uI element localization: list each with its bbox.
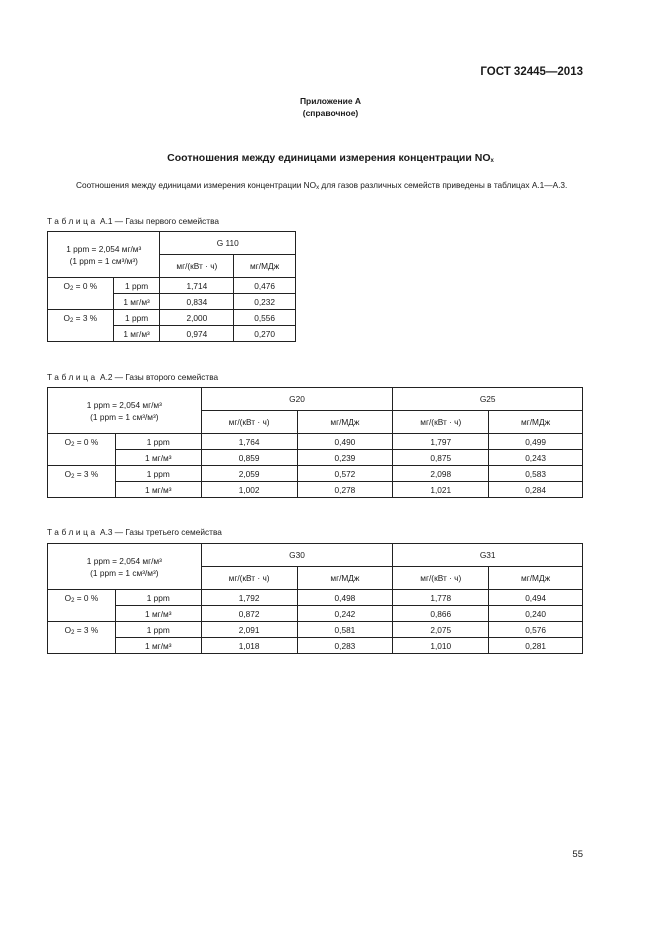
value-cell: 2,075 (393, 622, 489, 638)
value-cell: 0,243 (489, 450, 583, 466)
table-row (48, 482, 583, 498)
table2-caption-text: А.2 — Газы второго семейства (100, 372, 219, 382)
value-cell: 0,872 (201, 606, 297, 622)
value-cell: 0,875 (393, 450, 489, 466)
table2 (47, 387, 583, 498)
oxygen-subscript: 2 (70, 286, 74, 292)
page-number: 55 (572, 849, 583, 860)
unit-header: мг/(кВт · ч) (201, 411, 297, 434)
row-unit-cell: 1 ppm (115, 622, 201, 638)
value-cell: 0,556 (234, 310, 296, 326)
appendix-heading: Приложение А (299, 96, 362, 106)
oxygen-symbol: О (64, 593, 72, 603)
value-cell: 1,021 (393, 482, 489, 498)
section-title-subscript: x (490, 158, 494, 164)
value-cell: 0,576 (489, 622, 583, 638)
conversion-ratio-volume: (1 ppm = 1 см³/м³) (90, 411, 159, 422)
gas-group-header: G25 (393, 388, 583, 411)
oxygen-symbol: О (64, 437, 72, 447)
value-cell: 0,834 (160, 294, 234, 310)
value-cell: 0,270 (234, 326, 296, 342)
oxygen-symbol: О (63, 313, 71, 323)
row-unit-cell: 1 ppm (113, 310, 160, 326)
intro-subscript: x (316, 185, 320, 191)
table-row (48, 606, 583, 622)
table1-caption (47, 216, 219, 226)
row-unit-cell: 1 мг/м³ (115, 450, 201, 466)
conversion-ratio: 1 ppm = 2,054 мг/м³ (86, 555, 162, 566)
header-row (48, 544, 583, 567)
intro-text-start: Соотношения между единицами измерения концентрации NO (76, 180, 317, 190)
table-row (48, 466, 583, 482)
value-cell: 0,498 (297, 590, 393, 606)
value-cell: 2,091 (201, 622, 297, 638)
row-unit-cell: 1 ppm (113, 278, 160, 294)
value-cell: 1,018 (201, 638, 297, 654)
value-cell: 0,866 (393, 606, 489, 622)
value-cell: 2,000 (160, 310, 234, 326)
row-unit-cell: 1 ppm (115, 466, 201, 482)
value-cell: 1,764 (201, 434, 297, 450)
oxygen-subscript: 2 (70, 318, 74, 324)
table3-caption-text: А.3 — Газы третьего семейства (100, 527, 222, 537)
conversion-header-cell (48, 232, 160, 278)
header-row (48, 388, 583, 411)
oxygen-level-cell (48, 466, 116, 498)
row-unit-cell: 1 ppm (115, 434, 201, 450)
oxygen-level-cell (48, 310, 114, 342)
oxygen-value: = 3 % (74, 469, 99, 479)
value-cell: 0,581 (297, 622, 393, 638)
value-cell: 0,499 (489, 434, 583, 450)
document-standard-number: ГОСТ 32445—2013 (480, 66, 583, 78)
table3 (47, 543, 583, 654)
value-cell: 0,239 (297, 450, 393, 466)
value-cell: 0,278 (297, 482, 393, 498)
value-cell: 1,010 (393, 638, 489, 654)
oxygen-level-cell (48, 590, 116, 622)
value-cell: 1,797 (393, 434, 489, 450)
value-cell: 0,974 (160, 326, 234, 342)
unit-header: мг/МДж (297, 411, 393, 434)
intro-text-end: для газов различных семейств приведены в таблицах А.1—А.3. (319, 180, 568, 190)
row-unit-cell: 1 мг/м³ (115, 606, 201, 622)
section-title-text: Соотношения между единицами измерения концентрации NO (167, 152, 491, 164)
gas-group-header: G 110 (160, 232, 296, 255)
oxygen-symbol: О (63, 281, 71, 291)
oxygen-value: = 0 % (74, 593, 99, 603)
value-cell: 0,232 (234, 294, 296, 310)
gas-group-header: G30 (201, 544, 393, 567)
value-cell: 1,778 (393, 590, 489, 606)
unit-header: мг/(кВт · ч) (201, 567, 297, 590)
row-unit-cell: 1 ppm (115, 590, 201, 606)
row-unit-cell: 1 мг/м³ (113, 326, 160, 342)
value-cell: 0,476 (234, 278, 296, 294)
conversion-header-cell (48, 544, 202, 590)
oxygen-value: = 0 % (73, 281, 98, 291)
table-row (48, 622, 583, 638)
intro-paragraph (47, 179, 583, 194)
row-unit-cell: 1 мг/м³ (115, 482, 201, 498)
header-row (48, 232, 296, 255)
table3-caption-word: Таблица (47, 527, 98, 537)
section-title (0, 152, 661, 164)
oxygen-level-cell (48, 622, 116, 654)
value-cell: 0,242 (297, 606, 393, 622)
value-cell: 2,098 (393, 466, 489, 482)
table-row (48, 310, 296, 326)
gas-group-header: G20 (201, 388, 393, 411)
oxygen-symbol: О (64, 469, 72, 479)
conversion-ratio-volume: (1 ppm = 1 см³/м³) (90, 567, 159, 578)
table1-caption-word: Таблица (47, 216, 98, 226)
conversion-header-cell (48, 388, 202, 434)
table3-caption (47, 527, 222, 537)
value-cell: 0,240 (489, 606, 583, 622)
value-cell: 0,859 (201, 450, 297, 466)
value-cell: 1,002 (201, 482, 297, 498)
value-cell: 0,283 (297, 638, 393, 654)
value-cell: 0,490 (297, 434, 393, 450)
table2-caption (47, 372, 218, 382)
value-cell: 1,714 (160, 278, 234, 294)
value-cell: 0,572 (297, 466, 393, 482)
oxygen-value: = 3 % (74, 625, 99, 635)
table-row (48, 590, 583, 606)
oxygen-symbol: О (64, 625, 72, 635)
table-row (48, 450, 583, 466)
oxygen-subscript: 2 (71, 630, 75, 636)
unit-header: мг/МДж (234, 255, 296, 278)
row-unit-cell: 1 мг/м³ (115, 638, 201, 654)
unit-header: мг/МДж (489, 411, 583, 434)
table-row (48, 434, 583, 450)
table-row (48, 638, 583, 654)
oxygen-level-cell (48, 278, 114, 310)
value-cell: 0,494 (489, 590, 583, 606)
unit-header: мг/(кВт · ч) (160, 255, 234, 278)
conversion-ratio: 1 ppm = 2,054 мг/м³ (66, 243, 142, 254)
conversion-ratio-volume: (1 ppm = 1 см³/м³) (69, 255, 138, 266)
table-row (48, 278, 296, 294)
value-cell: 1,792 (201, 590, 297, 606)
value-cell: 2,059 (201, 466, 297, 482)
unit-header: мг/МДж (489, 567, 583, 590)
unit-header: мг/(кВт · ч) (393, 567, 489, 590)
oxygen-value: = 0 % (74, 437, 99, 447)
value-cell: 0,583 (489, 466, 583, 482)
value-cell: 0,281 (489, 638, 583, 654)
oxygen-subscript: 2 (71, 598, 75, 604)
unit-header: мг/(кВт · ч) (393, 411, 489, 434)
appendix-type: (справочное) (302, 108, 359, 118)
oxygen-subscript: 2 (71, 442, 75, 448)
table1-caption-text: А.1 — Газы первого семейства (100, 216, 220, 226)
conversion-ratio: 1 ppm = 2,054 мг/м³ (86, 399, 162, 410)
value-cell: 0,284 (489, 482, 583, 498)
oxygen-value: = 3 % (73, 313, 98, 323)
unit-header: мг/МДж (297, 567, 393, 590)
oxygen-level-cell (48, 434, 116, 466)
gas-group-header: G31 (393, 544, 583, 567)
table2-caption-word: Таблица (47, 372, 98, 382)
oxygen-subscript: 2 (71, 474, 75, 480)
table1 (47, 231, 296, 342)
row-unit-cell: 1 мг/м³ (113, 294, 160, 310)
